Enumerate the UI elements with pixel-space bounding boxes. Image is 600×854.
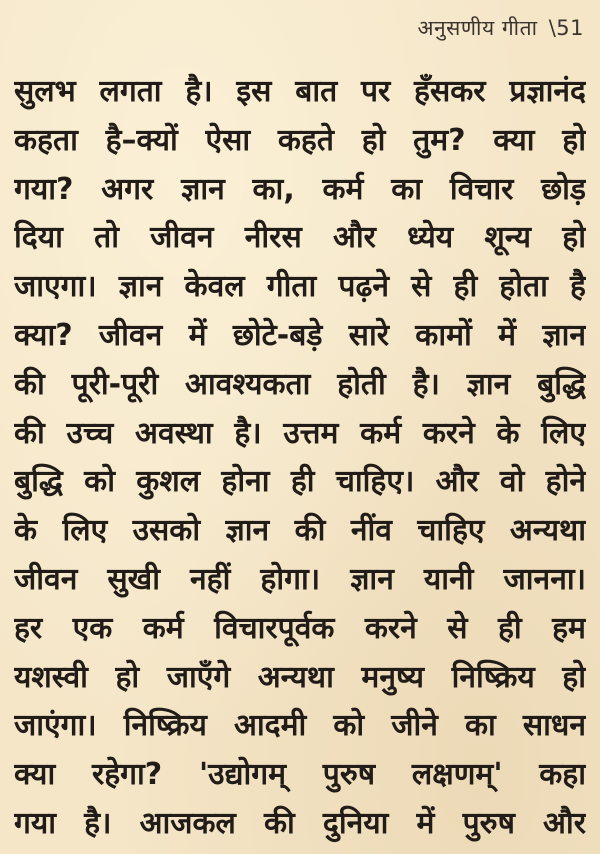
text-line: दिया तो जीवन नीरस और ध्येय शून्य हो bbox=[14, 220, 586, 256]
body-text bbox=[14, 68, 586, 849]
text-line: गया? अगर ज्ञान का, कर्म का विचार छोड़ bbox=[14, 171, 586, 207]
text-line: यशस्वी हो जाएँगे अन्यथा मनुष्य निष्क्रिय हो bbox=[14, 659, 586, 695]
text-line: जीवन सुखी नहीं होगा। ज्ञान यानी जानना। bbox=[14, 561, 586, 597]
text-line: बुद्धि को कुशल होना ही चाहिए। और वो होने bbox=[14, 464, 586, 500]
text-line: हर एक कर्म विचारपूर्वक करने से ही हम bbox=[14, 610, 586, 646]
page-number: \51 bbox=[548, 16, 584, 40]
running-title: अनुसणीय गीता bbox=[417, 16, 538, 40]
text-line: गया है। आजकल की दुनिया में पुरुष और bbox=[14, 805, 586, 841]
text-line: सुलभ लगता है। इस बात पर हँसकर प्रज्ञानंद bbox=[14, 74, 586, 109]
text-line: कहता है–क्यों ऐसा कहते हो तुम? क्या हो bbox=[14, 122, 586, 158]
text-line: की पूरी-पूरी आवश्यकता होती है। ज्ञान बुद्धि bbox=[14, 366, 586, 402]
text-line: की उच्च अवस्था है। उत्तम कर्म करने के लिए bbox=[14, 415, 586, 451]
text-line: क्या? जीवन में छोटे-बड़े सारे कामों में ज्ञान bbox=[14, 317, 586, 353]
running-head bbox=[417, 14, 584, 42]
text-line: जाएगा। ज्ञान केवल गीता पढ़ने से ही होता है bbox=[14, 269, 586, 305]
text-line: क्या रहेगा? 'उद्योगम् पुरुष लक्षणम्' कहा bbox=[14, 757, 586, 793]
text-line: के लिए उसको ज्ञान की नींव चाहिए अन्यथा bbox=[14, 513, 586, 549]
text-line: जाएंगा। निष्क्रिय आदमी को जीने का साधन bbox=[14, 708, 586, 744]
